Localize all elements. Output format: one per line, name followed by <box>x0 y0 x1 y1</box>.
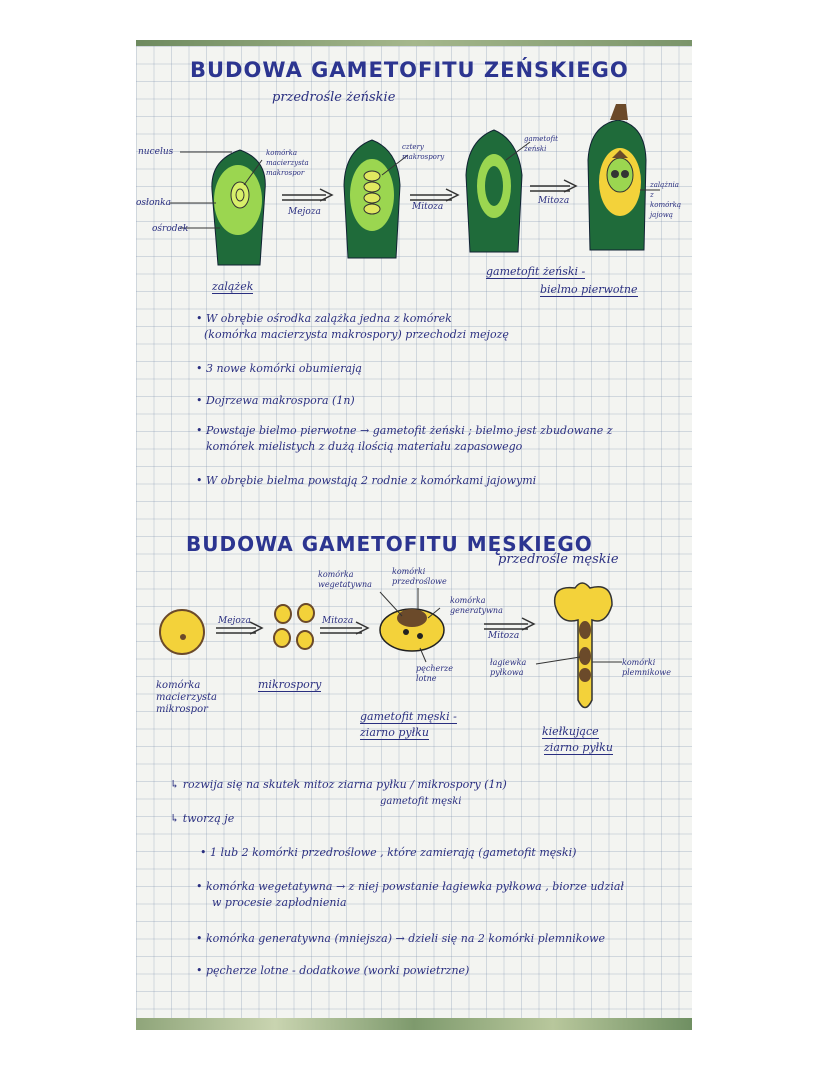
male-note-4: • 1 lub 2 komórki przedroślowe , które zamierają (gametofit męski) <box>200 846 577 859</box>
label-lagiewka-pylkowa: łagiewka pyłkowa <box>490 658 527 677</box>
arrow-label-mitoza-3: Mitoza <box>322 616 354 626</box>
arrow-label-mitoza-1: Mitoza <box>412 202 444 212</box>
label-gametofit-meski: gametofit męski - <box>360 710 457 723</box>
label-kielkujace: kiełkujące <box>542 725 599 738</box>
label-cztery-makrospory: cztery makrospory <box>402 143 445 161</box>
male-subtitle: przedrośle męskie <box>498 552 619 567</box>
female-note-2: (komórka macierzysta makrospory) przechodzi mejozę <box>204 328 509 341</box>
label-bielmo-pierwotne: bielmo pierwotne <box>540 283 638 296</box>
female-note-4: • Dojrzewa makrospora (1n) <box>196 394 355 407</box>
female-arrows <box>282 180 576 201</box>
label-ziarno-pylku-2: ziarno pyłku <box>544 741 613 754</box>
female-note-6: komórek mielistych z dużą ilością materiału zapasowego <box>206 440 523 453</box>
female-title: BUDOWA GAMETOFITU ZEŃSKIEGO <box>190 58 629 82</box>
arrow-label-mitoza-4: Mitoza <box>488 631 520 641</box>
pollen-grain-drawing <box>380 588 444 662</box>
label-ziarno-pylku: ziarno pyłku <box>360 726 429 739</box>
archegonia-drawing <box>588 104 660 250</box>
label-gametofit-small: gametofit żeński <box>524 135 558 153</box>
label-oslonka: osłonka <box>136 198 171 208</box>
label-komorka-macierzysta-mikrospor: komórka macierzysta mikrospor <box>156 680 217 715</box>
label-mikrospory: mikrospory <box>258 678 322 691</box>
arrow-label-mitoza-2: Mitoza <box>538 196 570 206</box>
female-note-5: • Powstaje bielmo pierwotne → gametofit żeński ; bielmo jest zbudowane z <box>196 424 613 437</box>
label-pecherze-lotne: pęcherze lotne <box>416 664 453 683</box>
arrow-label-mejoza-1: Mejoza <box>288 207 321 217</box>
female-note-7: • W obrębie bielma powstają 2 rodnie z komórkami jajowymi <box>196 474 537 487</box>
female-note-3: • 3 nowe komórki obumierają <box>196 362 362 375</box>
male-note-2: gametofit męski <box>380 796 462 807</box>
label-gametofit-zenski: gametofit żeński - <box>486 265 586 278</box>
male-title: BUDOWA GAMETOFITU MĘSKIEGO <box>186 532 593 556</box>
female-gametophyte-drawing <box>466 130 530 252</box>
germinating-pollen-drawing <box>536 583 622 708</box>
male-note-5: • komórka wegetatywna → z niej powstanie łagiewka pyłkowa , biorze udział <box>196 880 624 893</box>
label-komorki-przedroslowe: komórki przedroślowe <box>392 567 447 586</box>
ovule-drawing <box>170 150 265 265</box>
female-note-1: • W obrębie ośrodka zalążka jedna z komórek <box>196 312 452 325</box>
label-komorki-plemnikowe: komórki plemnikowe <box>622 658 671 677</box>
arrow-label-mejoza-2: Mejoza <box>218 616 251 626</box>
label-nucelus: nucelus <box>138 147 174 157</box>
label-zalazek: zalążek <box>212 280 254 293</box>
label-osrodek: ośrodek <box>152 224 189 234</box>
male-note-6: w procesie zapłodnienia <box>212 896 347 909</box>
label-zalaznia: zalążnia z komórką jajową <box>650 181 682 219</box>
male-note-8: • pęcherze lotne - dodatkowe (worki powietrzne) <box>196 964 470 977</box>
male-note-3: ↳ tworzą je <box>170 812 235 825</box>
tetrad-drawing <box>344 140 408 258</box>
microspores-drawing <box>274 604 314 649</box>
label-komorka-macierzysta: komórka macierzysta makrospor <box>266 149 309 177</box>
male-note-7: • komórka generatywna (mniejsza) → dzieli się na 2 komórki plemnikowe <box>196 932 605 945</box>
male-arrows <box>216 618 534 634</box>
microspore-mother-cell-drawing <box>160 610 204 654</box>
label-komorka-generatywna: komórka generatywna <box>450 596 503 615</box>
label-komorka-wegetatywna: komórka wegetatywna <box>318 570 372 589</box>
female-subtitle: przedrośle żeńskie <box>272 90 396 105</box>
male-note-1: ↳ rozwija się na skutek mitoz ziarna pyłku / mikrospory (1n) <box>170 778 507 791</box>
